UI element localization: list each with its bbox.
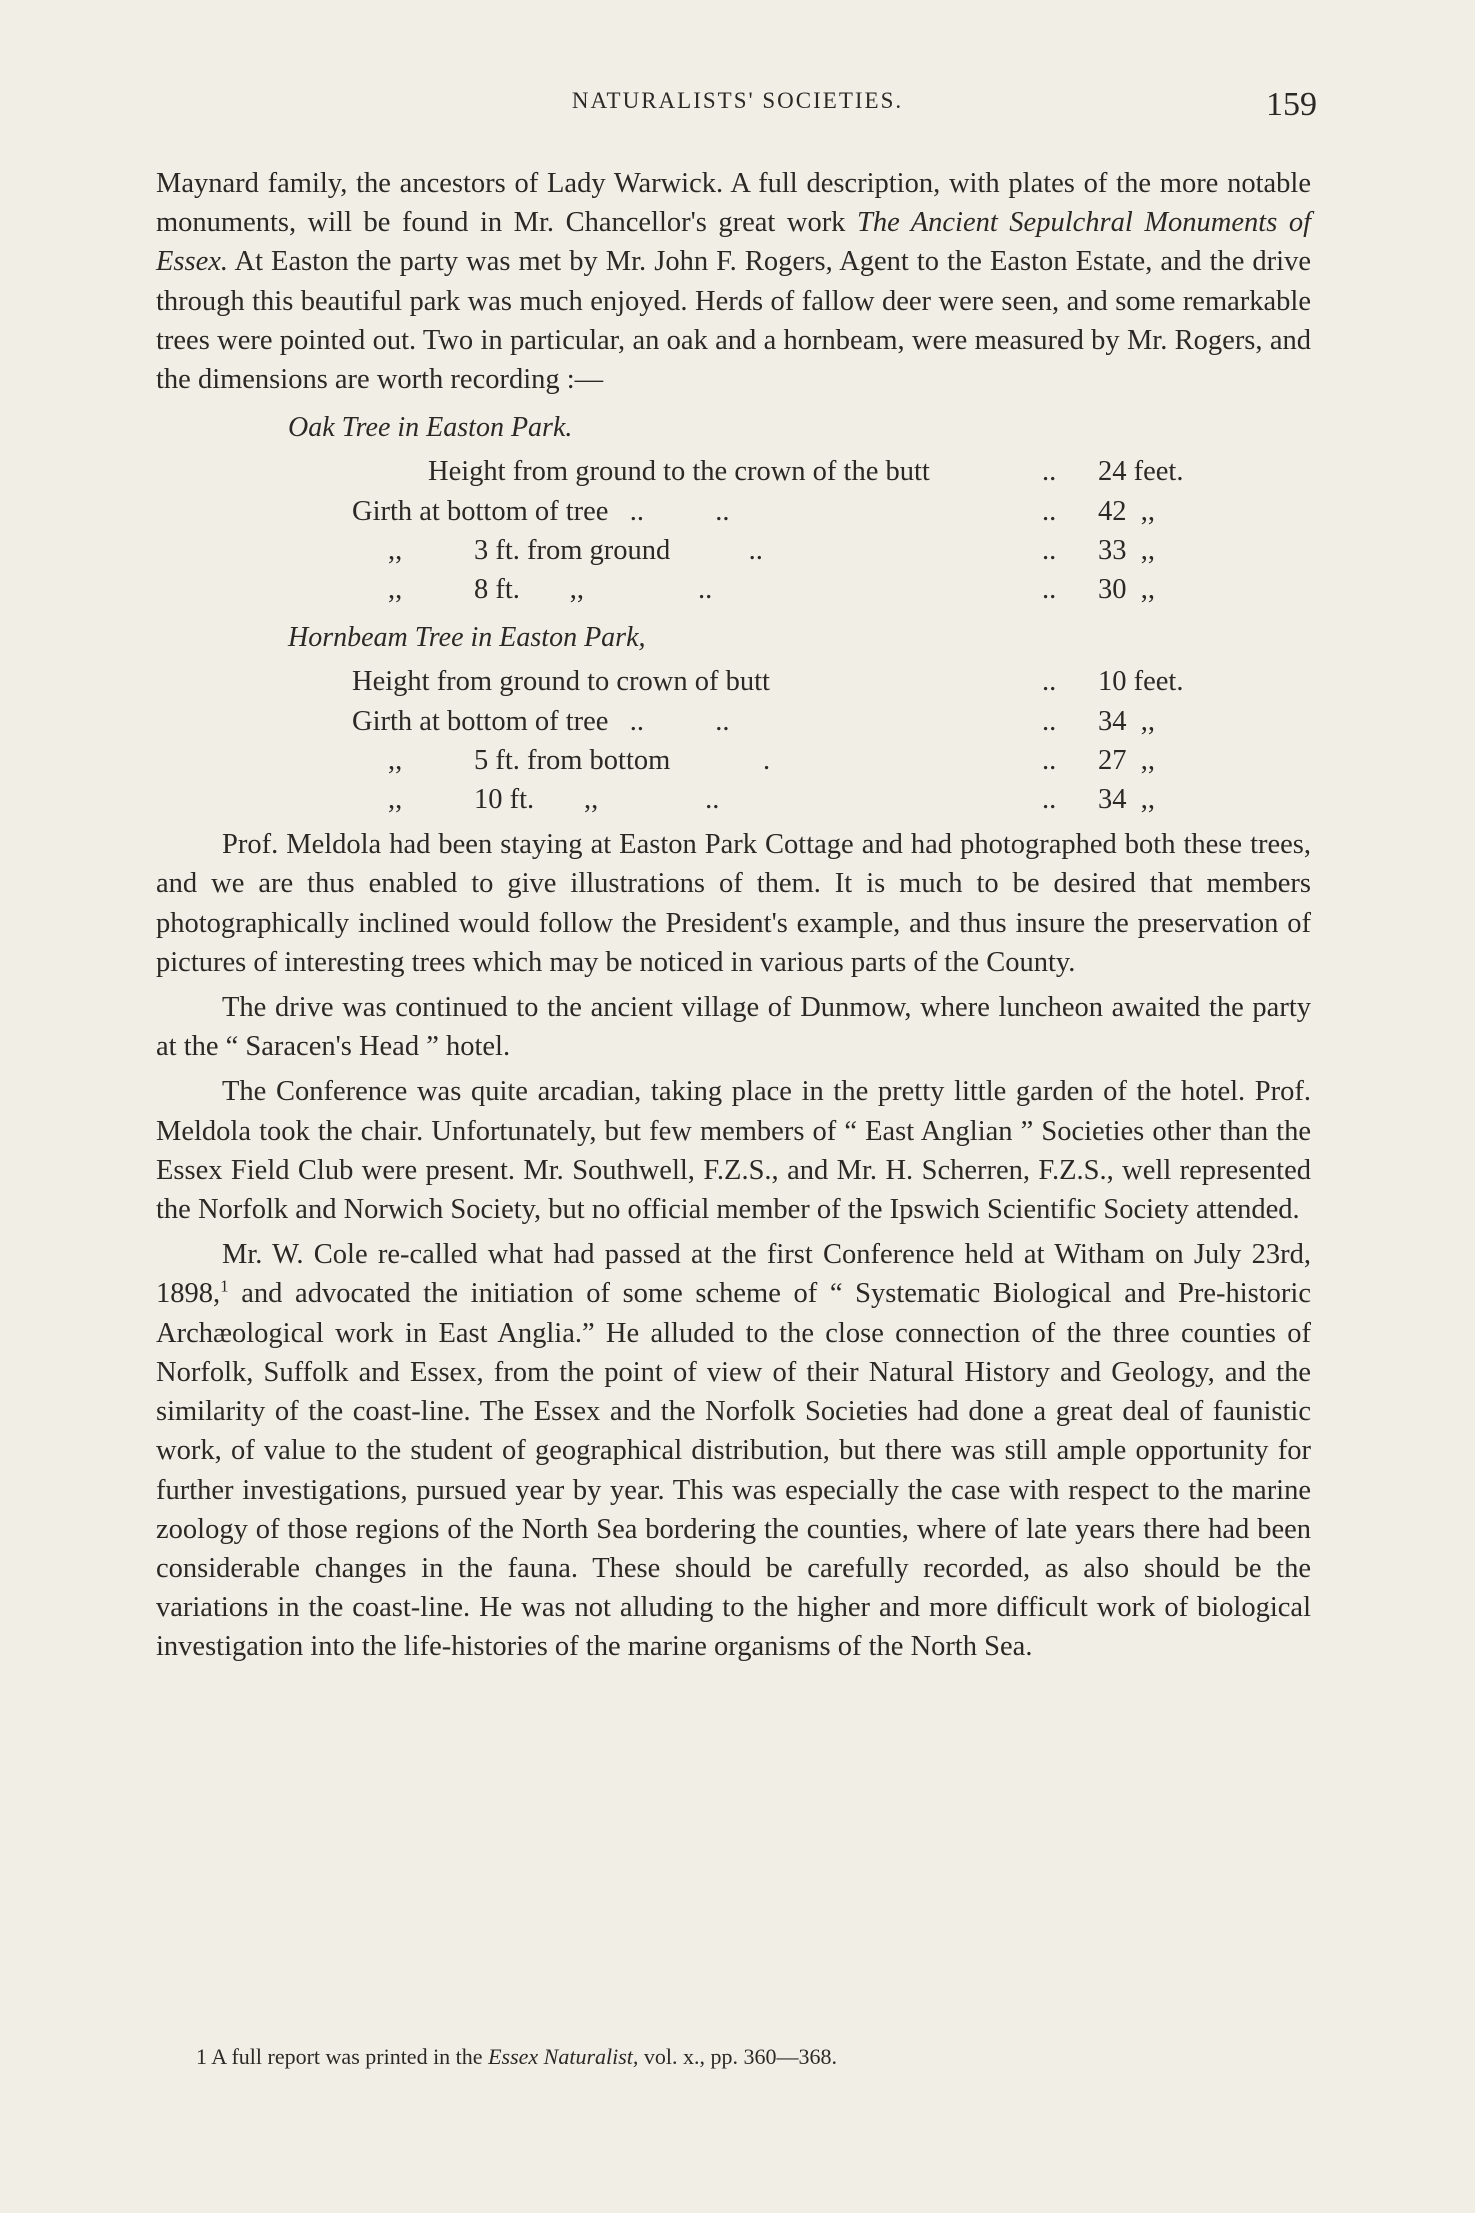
footnote: 1 A full report was printed in the Essex Naturalist, vol. x., pp. 360—368. — [196, 2044, 838, 2069]
paragraph-5: Mr. W. Cole re-called what had passed at the first Conference held at Witham on July 23rd, 1898,$^1$ and advocated the initiation of some scheme of “ Systematic Biological and Pre-historic Archæological work in East Anglia.” He alluded to the close connection of the three counties of Norfolk, Suffolk and Essex, from the point of view of their Natural History and Geology, and the similarity of the coast-line. The Essex and the Norfolk Societies had done a great deal of faunistic work, of value to the student of geographical distribution, but there was still ample opportunity for further investigations, pursued year by year. This was especially the case with respect to the marine zoology of those regions of the North Sea bordering the counties, where of late years there had been considerable changes in the fauna. These should be carefully recorded, as also should be the variations in the coast-line. He was not alluding to the higher and more difficult work of biological investigation into the life-histories of the marine organisms of the North Sea. — [156, 1239, 1311, 1663]
paragraph-2: Prof. Meldola had been staying at Easton Park Cottage and had photographed both these trees, and we are thus enabled to give illustrations of them. It is much to be desired that members photographically inclined would follow the President's example, and thus insure the preservation of pictures of interesting trees which may be noticed in various parts of the County. — [156, 829, 1311, 978]
body-text — [156, 164, 1311, 1667]
table-row: ,, 3 ft. from ground .. .. 33 ,, — [388, 534, 1155, 566]
book-title: The Ancient Sepulchral Monuments of Essex. — [156, 207, 1311, 278]
paragraph-1: Maynard family, the ancestors of Lady Warwick. A full description, with plates of the more notable monuments, will be found in Mr. Chancellor's great work The Ancient Sepulchral Monuments of Essex. At Easton the party was met by Mr. John F. Rogers, Agent to the Easton Estate, and the drive through this beautiful park was much enjoyed. Herds of fallow deer were seen, and some remarkable trees were pointed out. Two in particular, an oak and a hornbeam, were measured by Mr. Rogers, and the dimensions are worth recording :— — [156, 168, 1311, 396]
table-row: Girth at bottom of tree .. .. .. 34 ,, — [352, 705, 1155, 737]
table-row: Girth at bottom of tree .. .. .. 42 ,, — [352, 495, 1155, 527]
table-row: ,, 8 ft. ,, .. .. 30 ,, — [388, 574, 1155, 606]
hornbeam-measurements-table — [352, 662, 1258, 819]
table-row: Height from ground to crown of butt .. 10 feet. — [352, 666, 1184, 698]
table-row: Height from ground to the crown of the butt .. 24 feet. — [428, 456, 1184, 488]
hornbeam-table-caption: Hornbeam Tree in Easton Park, — [288, 622, 646, 654]
oak-table-caption: Oak Tree in Easton Park. — [288, 412, 573, 444]
journal-title: Essex Naturalist, — [488, 2044, 639, 2069]
table-row: ,, 5 ft. from bottom . .. 27 ,, — [388, 744, 1155, 776]
table-row: ,, 10 ft. ,, .. .. 34 ,, — [388, 784, 1155, 816]
paragraph-4: The Conference was quite arcadian, taking place in the pretty little garden of the hotel. Prof. Meldola took the chair. Unfortunately, but few members of “ East Anglian ” Societies other than the Essex Field Club were present. Mr. Southwell, F.Z.S., and Mr. H. Scherren, F.Z.S., well represented the Norfolk and Norwich Society, but no official member of the Ipswich Scientific Society attended. — [156, 1076, 1311, 1226]
oak-measurements-table — [352, 452, 1258, 609]
running-title: NATURALISTS' SOCIETIES. — [571, 88, 904, 113]
footnote-reference: 1 — [220, 1276, 229, 1296]
page-number: 159 — [1266, 86, 1317, 123]
paragraph-3: The drive was continued to the ancient village of Dunmow, where luncheon awaited the party at the “ Saracen's Head ” hotel. — [156, 992, 1311, 1063]
